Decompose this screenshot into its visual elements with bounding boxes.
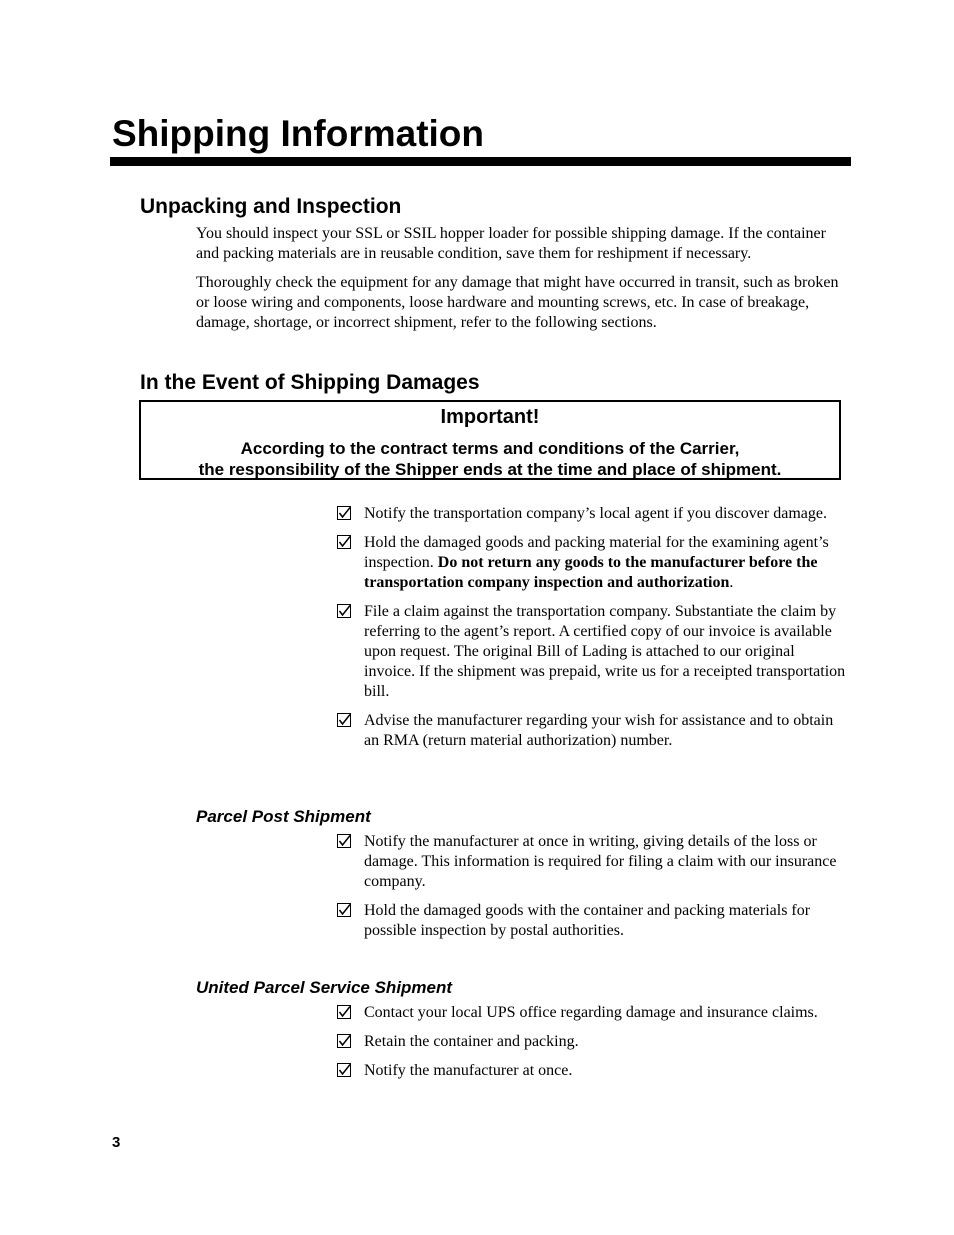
list-item-text: Notify the manufacturer at once in writing, giving details of the loss or damage. This information is required for filing a claim with our insurance company. bbox=[364, 833, 837, 890]
list-item-text: Hold the damaged goods with the container and packing materials for possible inspection by postal authorities. bbox=[364, 902, 811, 939]
section-heading-unpacking: Unpacking and Inspection bbox=[140, 195, 402, 218]
list-item-text: Notify the manufacturer at once. bbox=[364, 1062, 573, 1079]
checked-box-icon bbox=[337, 1005, 351, 1019]
subsection-heading-parcel-post: Parcel Post Shipment bbox=[196, 807, 371, 826]
unpacking-paragraph-1: You should inspect your SSL or SSIL hopper loader for possible shipping damage. If the container and packing materials are in reusable condition, save them for reshipment if necessary. bbox=[196, 225, 826, 262]
important-line-2: the responsibility of the Shipper ends at the time and place of shipment. bbox=[198, 460, 782, 479]
unpacking-paragraph-2: Thoroughly check the equipment for any damage that might have occurred in transit, such as broken or loose wiring and components, loose hardware and mounting screws, etc. In case of breakage, damage, shortage, or incorrect shipment, refer to the following sections. bbox=[196, 274, 839, 331]
list-item-text: Notify the transportation company’s local agent if you discover damage. bbox=[364, 505, 827, 522]
checked-box-icon bbox=[337, 604, 351, 618]
list-item bbox=[337, 1061, 847, 1081]
list-item bbox=[337, 1032, 847, 1052]
list-item-bold-warning: Do not return any goods to the manufacturer before the transportation company inspection and authorization bbox=[364, 554, 818, 591]
list-item bbox=[337, 711, 847, 751]
important-heading: Important! bbox=[440, 406, 540, 428]
list-item-text: Hold the damaged goods and packing material for the examining agent’s inspection. bbox=[364, 534, 829, 571]
list-item-text: Advise the manufacturer regarding your wish for assistance and to obtain an RMA (return material authorization) number. bbox=[364, 712, 834, 749]
list-item bbox=[337, 533, 847, 593]
list-item bbox=[337, 602, 847, 702]
title-rule-divider bbox=[110, 157, 851, 166]
list-item bbox=[337, 504, 847, 524]
list-item-text-end: . bbox=[729, 574, 734, 591]
damages-checklist bbox=[337, 504, 847, 760]
list-item bbox=[337, 901, 847, 941]
checked-box-icon bbox=[337, 713, 351, 727]
ups-checklist bbox=[337, 1003, 847, 1090]
page-title: Shipping Information bbox=[112, 113, 485, 154]
list-item-text: Retain the container and packing. bbox=[364, 1033, 579, 1050]
unpacking-body bbox=[196, 224, 846, 342]
list-item bbox=[337, 832, 847, 892]
checked-box-icon bbox=[337, 535, 351, 549]
checked-box-icon bbox=[337, 506, 351, 520]
section-heading-shipping-damages: In the Event of Shipping Damages bbox=[140, 371, 480, 394]
checked-box-icon bbox=[337, 1063, 351, 1077]
list-item-text: File a claim against the transportation company. Substantiate the claim by referring to the agent’s report. A certified copy of our invoice is available upon request. The original Bill of Lading is attached to our original invoice. If the shipment was prepaid, write us for a receipted transportation bill. bbox=[364, 603, 846, 700]
checked-box-icon bbox=[337, 1034, 351, 1048]
important-notice-box bbox=[139, 400, 841, 480]
subsection-heading-ups: United Parcel Service Shipment bbox=[196, 978, 453, 997]
list-item bbox=[337, 1003, 847, 1023]
important-notice-text bbox=[141, 438, 839, 480]
page-number: 3 bbox=[112, 1134, 121, 1151]
parcel-post-checklist bbox=[337, 832, 847, 950]
checked-box-icon bbox=[337, 834, 351, 848]
important-line-1: According to the contract terms and conditions of the Carrier, bbox=[240, 439, 740, 458]
checked-box-icon bbox=[337, 903, 351, 917]
list-item-text: Contact your local UPS office regarding damage and insurance claims. bbox=[364, 1004, 818, 1021]
